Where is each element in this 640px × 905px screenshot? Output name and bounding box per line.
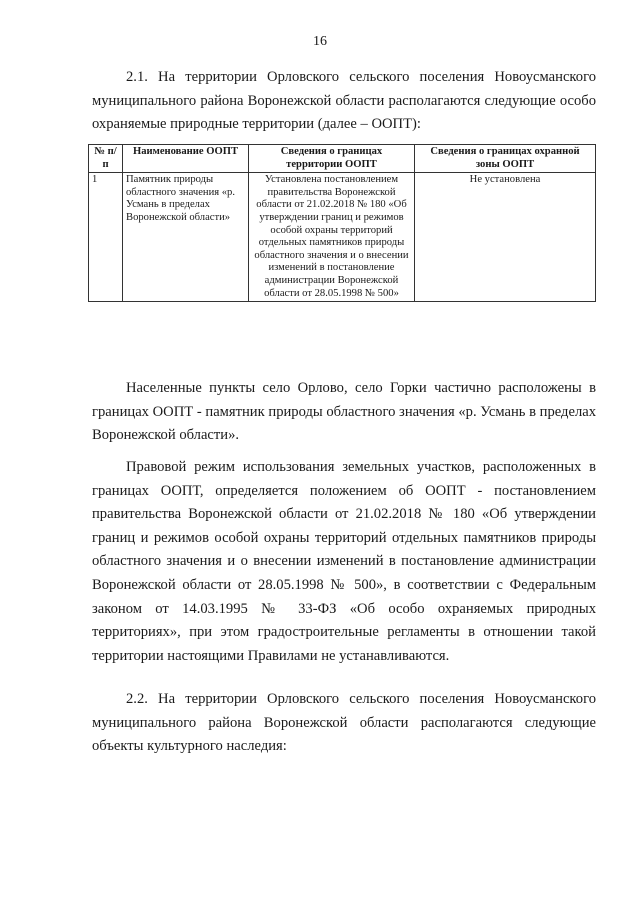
cell-num: 1	[89, 173, 123, 302]
paragraph-2-1: 2.1. На территории Орловского сельского поселения Новоусманского муниципального района Воронежской области располагаются следующие особо охраняемые природные территории (далее – ООПТ):	[92, 69, 596, 133]
header-name: Наименование ООПТ	[123, 145, 249, 173]
cell-name: Памятник природы областного значения «р. Усмань в пределах Воронежской области»	[123, 173, 249, 302]
table-row	[89, 173, 596, 302]
header-borders: Сведения о границах территории ООПТ	[249, 145, 415, 173]
paragraph-settlements: Населенные пункты село Орлово, село Горки частично расположены в границах ООПТ - памятник природы областного значения «р. Усмань в пределах Воронежской области».	[92, 380, 596, 444]
paragraph-2-2: 2.2. На территории Орловского сельского поселения Новоусманского муниципального района Воронежской области располагаются следующие объекты культурного наследия:	[92, 691, 596, 755]
cell-borders: Установлена постановлением правительства Воронежской области от 21.02.2018 № 180 «Об утверждении границ и режимов особой охраны территорий отдельных памятников природы областного значения и о внесении изменений в постановление администрации Воронежской области от 28.05.1998 № 500»	[249, 173, 415, 302]
cell-zone: Не установлена	[415, 173, 596, 302]
paragraph-legal-regime: Правовой режим использования земельных участков, расположенных в границах ООПТ, определяется положением об ООПТ - постановлением правительства Воронежской области от 21.02.2018 № 180 «Об утверждении границ и режимов особой охраны территорий отдельных памятников природы областного значения и о внесении изменений в постановление администрации Воронежской области от 28.05.1998 № 500», в соответствии с Федеральным законом от 14.03.1995 № 33-ФЗ «Об особо охраняемых природных территориях», при этом градостроительные регламенты в отношении такой территории настоящими Правилами не устанавливаются.	[92, 459, 596, 664]
header-num: № п/п	[89, 145, 123, 173]
oopt-table	[88, 144, 596, 302]
page-number: 16	[313, 34, 327, 49]
header-zone: Сведения о границах охранной зоны ООПТ	[415, 145, 596, 173]
table-header-row	[89, 145, 596, 173]
